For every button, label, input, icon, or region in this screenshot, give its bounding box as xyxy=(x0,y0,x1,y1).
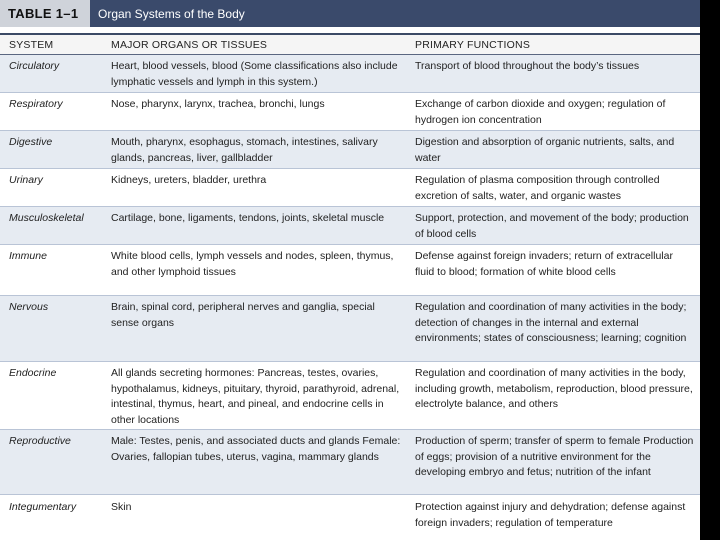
organs-cell: Kidneys, ureters, bladder, urethra xyxy=(111,174,267,186)
table-title-bar xyxy=(0,0,700,27)
system-cell: Integumentary xyxy=(9,501,77,513)
functions-cell: Digestion and absorption of organic nutrients, salts, and water xyxy=(415,136,675,164)
header-system: SYSTEM xyxy=(9,39,54,51)
functions-cell: Production of sperm; transfer of sperm to female Production of eggs; provision of a nutritive environment for the developing embryo and fetus; nutrition of the infant xyxy=(415,435,694,478)
functions-cell: Transport of blood throughout the body’s tissues xyxy=(415,60,640,72)
organs-cell: Heart, blood vessels, blood (Some classifications also include lymphatic vessels and lymph in this system.) xyxy=(111,60,398,88)
functions-cell: Defense against foreign invaders; return of extracellular fluid to blood; formation of white blood cells xyxy=(415,250,673,278)
functions-cell: Regulation and coordination of many activities in the body, including growth, metabolism, reproduction, blood pressure, electrolyte balance, and others xyxy=(415,367,693,410)
system-cell: Respiratory xyxy=(9,98,63,110)
table-row xyxy=(0,245,700,296)
system-cell: Nervous xyxy=(9,301,49,313)
system-cell: Reproductive xyxy=(9,435,71,447)
system-cell: Endocrine xyxy=(9,367,57,379)
organs-cell: Nose, pharynx, larynx, trachea, bronchi, lungs xyxy=(111,98,325,110)
table-row xyxy=(0,207,700,245)
system-cell: Digestive xyxy=(9,136,53,148)
table-row xyxy=(0,93,700,131)
functions-cell: Protection against injury and dehydration; defense against foreign invaders; regulation of temperature xyxy=(415,501,686,529)
system-cell: Urinary xyxy=(9,174,43,186)
system-cell: Musculoskeletal xyxy=(9,212,84,224)
table-row xyxy=(0,296,700,362)
organs-cell: White blood cells, lymph vessels and nodes, spleen, thymus, and other lymphoid tissues xyxy=(111,250,394,278)
organs-cell: Cartilage, bone, ligaments, tendons, joints, skeletal muscle xyxy=(111,212,385,224)
functions-cell: Support, protection, and movement of the body; production of blood cells xyxy=(415,212,689,240)
functions-cell: Regulation and coordination of many activities in the body; detection of changes in the internal and external environments; states of consciousness; learning; cognition xyxy=(415,301,687,344)
system-cell: Immune xyxy=(9,250,47,262)
organs-cell: Male: Testes, penis, and associated ducts and glands Female: Ovaries, fallopian tubes, uterus, vagina, mammary glands xyxy=(111,435,401,463)
table-row xyxy=(0,362,700,430)
organs-cell: All glands secreting hormones: Pancreas, testes, ovaries, hypothalamus, kidneys, pituitary, thyroid, parathyroid, adrenal, intestinal, thymus, heart, and pineal, and endocrine cells in other locations xyxy=(111,367,400,426)
table-row xyxy=(0,131,700,169)
system-cell: Circulatory xyxy=(9,60,60,72)
table-number: TABLE 1–1 xyxy=(0,0,90,27)
header-organs: MAJOR ORGANS OR TISSUES xyxy=(111,39,268,51)
header-functions: PRIMARY FUNCTIONS xyxy=(415,39,531,51)
organs-cell: Brain, spinal cord, peripheral nerves and ganglia, special sense organs xyxy=(111,301,375,329)
table-header-row xyxy=(0,33,700,55)
table-title: Organ Systems of the Body xyxy=(90,0,700,27)
table-row xyxy=(0,495,700,540)
functions-cell: Regulation of plasma composition through controlled excretion of salts, water, and organic wastes xyxy=(415,174,660,202)
functions-cell: Exchange of carbon dioxide and oxygen; regulation of hydrogen ion concentration xyxy=(415,98,666,126)
organs-cell: Skin xyxy=(111,501,132,513)
table-row xyxy=(0,430,700,495)
organs-cell: Mouth, pharynx, esophagus, stomach, intestines, salivary glands, pancreas, liver, gallbladder xyxy=(111,136,378,164)
table-row xyxy=(0,169,700,207)
table-row xyxy=(0,55,700,93)
